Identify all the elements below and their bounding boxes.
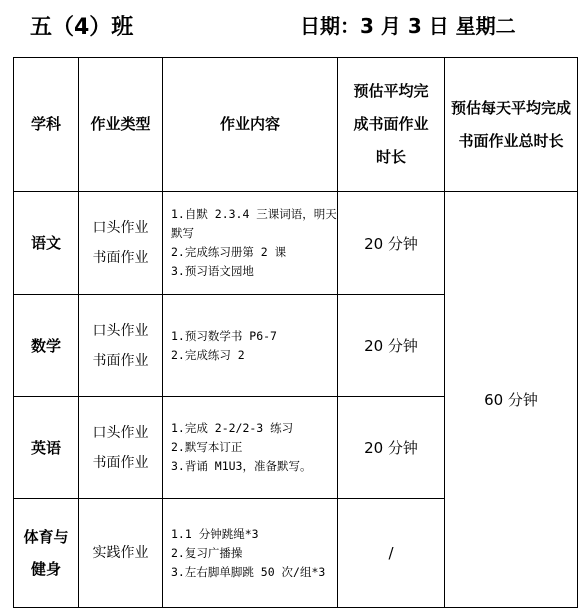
table-row-chinese	[14, 192, 578, 295]
content-line: 2.完成练习 2	[171, 347, 245, 362]
type-label: 口头作业	[92, 322, 149, 339]
col-header-total-label: 预估每天平均完成书面作业总时长	[450, 98, 571, 150]
duration-cell: 20 分钟	[338, 192, 445, 295]
content-cell	[163, 192, 338, 295]
content-cell	[163, 499, 338, 608]
type-cell	[79, 499, 163, 608]
duration-cell: 20 分钟	[338, 295, 445, 397]
class-name: 五（4）班	[30, 15, 134, 40]
content-line: 2.完成练习册第 2 课	[171, 245, 287, 259]
type-cell	[79, 295, 163, 397]
type-label: 书面作业	[92, 250, 149, 266]
subject-cell: 数学	[14, 295, 79, 397]
subject-label: 体育与健身	[23, 528, 69, 578]
col-header-duration-label: 预估平均完成书面作业时长	[353, 82, 429, 166]
duration-cell: 20 分钟	[338, 397, 445, 499]
type-label: 口头作业	[92, 220, 149, 236]
subject-cell: 英语	[14, 397, 79, 499]
subject-cell: 语文	[14, 192, 79, 295]
col-header-subject: 学科	[14, 58, 79, 192]
duration-cell: /	[338, 499, 445, 608]
col-header-total	[445, 58, 578, 192]
type-cell	[79, 192, 163, 295]
col-header-content: 作业内容	[163, 58, 338, 192]
content-line: 3.左右脚单脚跳 50 次/组*3	[171, 564, 326, 579]
col-header-type: 作业类型	[79, 58, 163, 192]
content-line: 2.默写本订正	[171, 440, 243, 454]
content-line: 1.预习数学书 P6-7	[171, 328, 277, 343]
subject-cell	[14, 499, 79, 608]
type-cell	[79, 397, 163, 499]
content-line: 1.自默 2.3.4 三课词语，明天默写	[171, 207, 337, 240]
content-cell	[163, 295, 338, 397]
total-duration-cell: 60 分钟	[445, 192, 578, 608]
content-line: 1.1 分钟跳绳*3	[171, 526, 259, 541]
content-line: 2.复习广播操	[171, 545, 243, 560]
type-label: 口头作业	[92, 424, 149, 441]
content-cell	[163, 397, 338, 499]
homework-table	[13, 57, 578, 608]
type-label: 书面作业	[92, 352, 149, 369]
col-header-duration	[338, 58, 445, 192]
table-header-row	[14, 58, 578, 192]
content-line: 3.背诵 M1U3，准备默写。	[171, 459, 312, 473]
content-line: 3.预习语文园地	[171, 264, 254, 278]
date-text: 日期：3 月 3 日 星期二	[300, 14, 516, 38]
content-line: 1.完成 2-2/2-3 练习	[171, 421, 294, 435]
page-header	[0, 10, 587, 44]
type-label: 书面作业	[92, 454, 149, 471]
type-label: 实践作业	[92, 545, 149, 561]
